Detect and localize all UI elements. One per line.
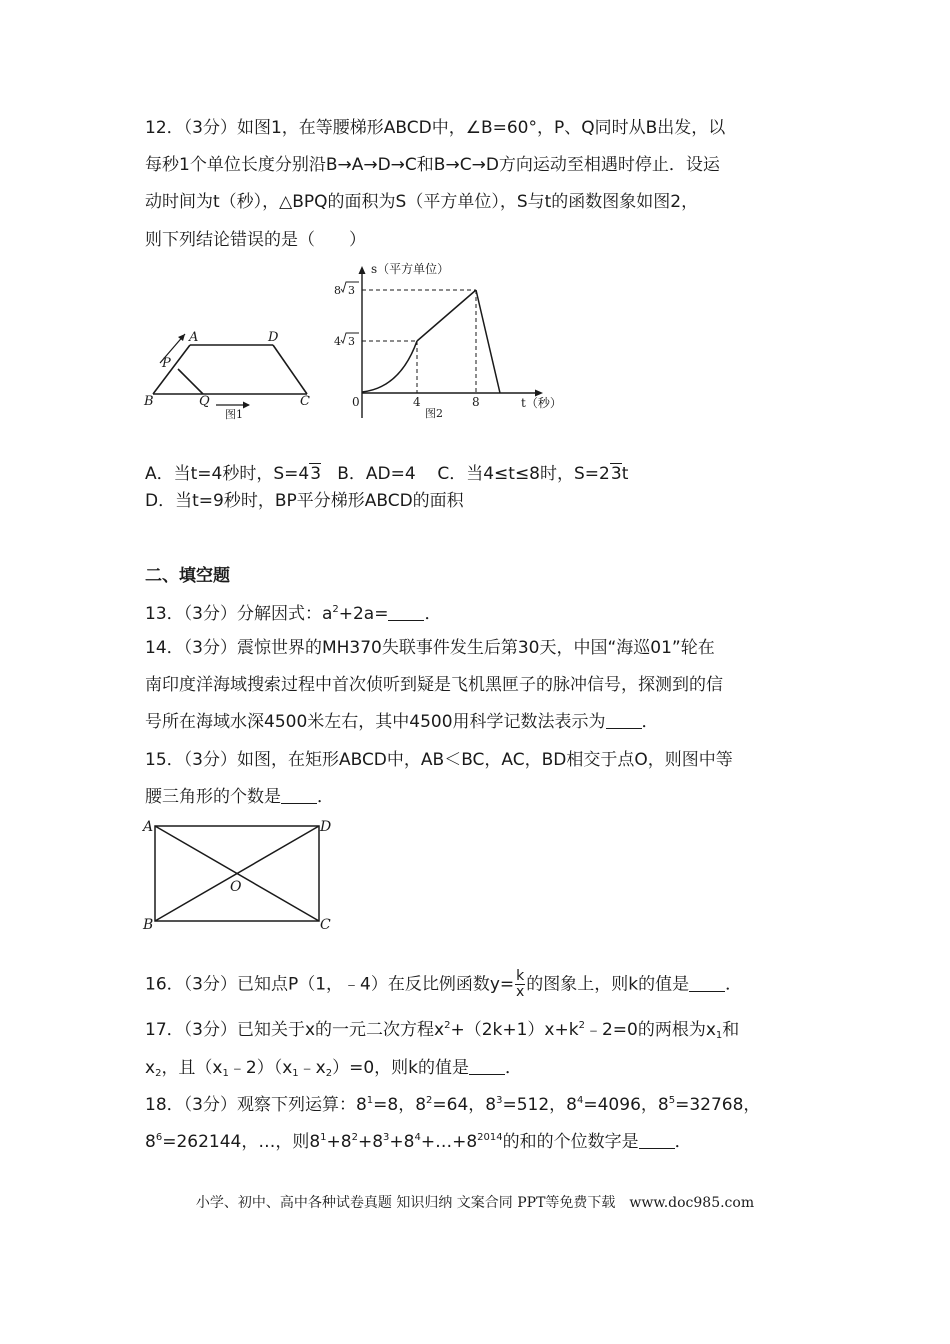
q15-line2: 腰三角形的个数是 ．	[145, 787, 334, 807]
q12-options-abc	[145, 463, 628, 485]
q16: 16．（3分）已知点P（1，﹣4）在反比例函数y= $\frac{k}{x}$ 的图象上，则k的值是 ．	[145, 968, 743, 1000]
page-footer: 小学、初中、高中各种试卷真题 知识归纳 文案合同 PPT等免费下载 www.doc985.com	[195, 1195, 755, 1211]
q17-blank	[469, 1058, 505, 1075]
figure-rectangle	[140, 815, 340, 935]
section-heading-fill-blank: 二、填空题	[145, 566, 230, 586]
q12-line1: 12．（3分）如图1，在等腰梯形ABCD中，∠B=60°，P、Q同时从B出发，以	[145, 118, 726, 138]
q15-line1: 15．（3分）如图，在矩形ABCD中，AB＜BC，AC，BD相交于点O，则图中等	[145, 750, 733, 770]
rect-label-d: D	[320, 819, 332, 835]
q14-line1: 14．（3分）震惊世界的MH370失联事件发生后第30天，中国“海巡01”轮在	[145, 638, 715, 658]
q16-blank	[689, 975, 725, 992]
q17-line1: 17．（3分）已知关于x的一元二次方程$x^2+(2k+1)x+k^2﹣2=0$的两根为$x_1$和	[145, 1020, 740, 1041]
figure-2-graph	[325, 258, 585, 423]
q14-line3: 号所在海域水深4500米左右，其中4500用科学记数法表示为 ．	[145, 712, 659, 732]
fig2-ytick-8-coef: 8	[334, 284, 341, 297]
rect-label-b: B	[143, 917, 154, 933]
q15-blank	[281, 787, 317, 804]
q12-option-a: A．当t=4秒时，S=43	[145, 464, 322, 484]
figure-1-trapezoid	[140, 325, 325, 425]
fig1-label-q: Q	[199, 394, 210, 409]
fig2-ytick-4-coef: 4	[334, 335, 341, 348]
q16-fraction: $\frac{k}{x}$	[516, 968, 525, 1000]
fig2-xlabel: t（秒）	[521, 396, 562, 410]
q18-line1: 18．（3分）观察下列运算：$8^1=8$，$8^2=64$，$8^3=512$，$8^4=4096$，$8^5=32768$，	[145, 1095, 761, 1115]
q12-line3: 动时间为t（秒），△BPQ的面积为S（平方单位），S与t的函数图象如图2，	[145, 192, 699, 212]
rect-label-o: O	[230, 879, 242, 895]
fig2-ytick-4-rad: 3	[348, 335, 355, 348]
q18-blank	[639, 1132, 675, 1149]
q14-blank	[606, 712, 642, 729]
q17-line2: $x_2$，且$(x_1﹣2)(x_1﹣x_2)=0$，则k的值是 ．	[145, 1058, 522, 1079]
q18-line2: $8^6=262144$，…，则$8^1+8^2+8^3+8^4+\dots+8^{2014}$的和的个位数字是 ．	[145, 1132, 692, 1152]
q13-blank	[388, 604, 424, 621]
fig1-label-c: C	[300, 394, 310, 409]
q12-option-c: C．当4≤t≤8时，S=23t	[437, 464, 629, 484]
fig2-ytick-8-rad: 3	[348, 284, 355, 297]
fig2-origin: 0	[352, 395, 360, 409]
fig2-xtick-4: 4	[413, 395, 421, 409]
fig2-ylabel: s（平方单位）	[371, 262, 450, 276]
rect-label-a: A	[143, 819, 154, 835]
q12-line4: 则下列结论错误的是（ ）	[145, 230, 366, 250]
fig1-label-b: B	[144, 394, 154, 409]
q12-option-d: D．当t=9秒时，BP平分梯形ABCD的面积	[145, 491, 464, 511]
fig2-caption: 图2	[425, 407, 443, 420]
q12-option-b: B．AD=4	[337, 464, 416, 484]
q14-line2: 南印度洋海域搜索过程中首次侦听到疑是飞机黑匣子的脉冲信号，探测到的信	[145, 675, 723, 695]
rect-label-c: C	[320, 917, 331, 933]
q13: 13．（3分）分解因式：$a^2+2a=$ ．	[145, 604, 442, 624]
fig1-caption: 图1	[225, 408, 243, 421]
fig1-label-d: D	[268, 330, 279, 345]
fig2-xtick-8: 8	[472, 395, 480, 409]
fig1-label-p: P	[162, 356, 171, 371]
q12-line2: 每秒1个单位长度分别沿B→A→D→C和B→C→D方向运动至相遇时停止．设运	[145, 155, 720, 175]
fig1-label-a: A	[189, 330, 199, 345]
